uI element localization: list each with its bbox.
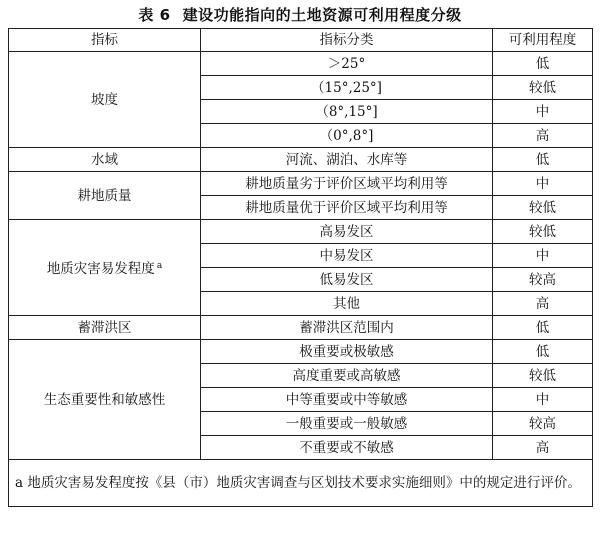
table-title-text: 建设功能指向的土地资源可利用程度分级 [182,6,462,24]
level-cell: 较低 [493,364,593,388]
availability-table [8,28,593,507]
table-row [9,316,593,340]
level-cell: 中 [493,100,593,124]
level-cell: 高 [493,436,593,460]
indicator-label: 地质灾害易发程度 [46,261,155,277]
level-cell: 较低 [493,76,593,100]
level-cell: 较高 [493,268,593,292]
header-category: 指标分类 [201,29,493,52]
level-cell: 低 [493,52,593,76]
footnote: a 地质灾害易发程度按《县（市）地质灾害调查与区划技术要求实施细则》中的规定进行评价。 [9,460,593,507]
header-indicator: 指标 [9,29,201,52]
category-cell: 低易发区 [201,268,493,292]
table-body [9,52,593,507]
category-cell: 不重要或不敏感 [201,436,493,460]
category-cell: 耕地质量劣于评价区域平均利用等 [201,172,493,196]
header-row [9,29,593,52]
level-cell: 中 [493,388,593,412]
level-cell: 低 [493,340,593,364]
category-cell: 高易发区 [201,220,493,244]
table-number: 表 6 [138,6,171,24]
category-cell: （15°,25°] [201,76,493,100]
table-title [0,6,600,24]
category-cell: 河流、湖泊、水库等 [201,148,493,172]
category-cell: （0°,8°] [201,124,493,148]
level-cell: 低 [493,148,593,172]
category-cell: 高度重要或高敏感 [201,364,493,388]
table-row [9,340,593,364]
table-row [9,220,593,244]
category-cell: 一般重要或一般敏感 [201,412,493,436]
level-cell: 高 [493,292,593,316]
category-cell: 中易发区 [201,244,493,268]
indicator-cell: 生态重要性和敏感性 [9,340,201,460]
indicator-cell: 耕地质量 [9,172,201,220]
level-cell: 较高 [493,412,593,436]
table-row [9,148,593,172]
indicator-cell: 蓄滞洪区 [9,316,201,340]
category-cell: 中等重要或中等敏感 [201,388,493,412]
level-cell: 较低 [493,220,593,244]
footnote-marker: a [156,261,163,271]
category-cell: 耕地质量优于评价区域平均利用等 [201,196,493,220]
header-level: 可利用程度 [493,29,593,52]
table-row [9,52,593,76]
level-cell: 高 [493,124,593,148]
category-cell: （8°,15°] [201,100,493,124]
level-cell: 较低 [493,196,593,220]
footnote-row [9,460,593,507]
indicator-cell: 水域 [9,148,201,172]
category-cell: 极重要或极敏感 [201,340,493,364]
category-cell: 蓄滞洪区范围内 [201,316,493,340]
level-cell: 中 [493,244,593,268]
category-cell: 其他 [201,292,493,316]
level-cell: 中 [493,172,593,196]
table-row [9,172,593,196]
level-cell: 低 [493,316,593,340]
indicator-cell: 坡度 [9,52,201,148]
indicator-cell [9,220,201,316]
category-cell: ＞25° [201,52,493,76]
